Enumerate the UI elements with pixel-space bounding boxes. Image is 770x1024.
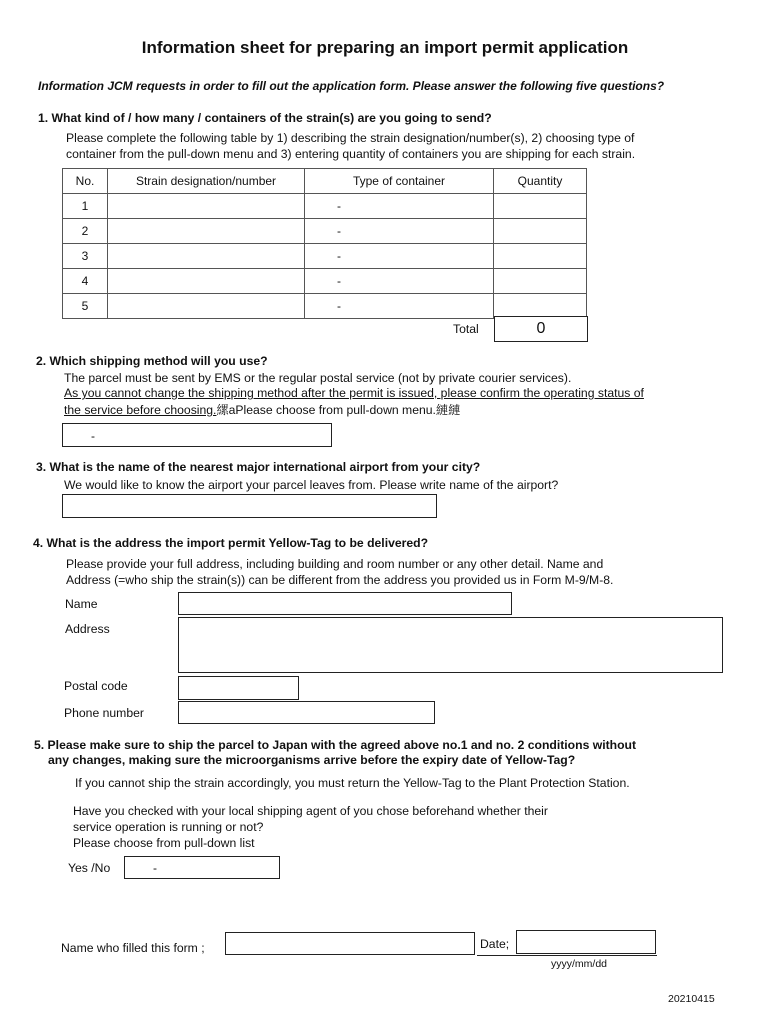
date-divider [477, 955, 657, 956]
q2-text-3-rest: 縲аPlease choose from pull-down menu.縺縺 [216, 403, 461, 417]
yes-no-select[interactable] [124, 856, 280, 879]
yes-no-label: Yes /No [68, 861, 111, 875]
header-quantity: Quantity [494, 169, 587, 194]
total-label: Total [453, 322, 479, 336]
shipping-method-value: - [91, 429, 95, 443]
quantity-input[interactable] [494, 219, 587, 244]
container-type-select[interactable]: - [305, 194, 494, 219]
q5-text-2: Have you checked with your local shipping agent of you chose beforehand whether their [73, 804, 548, 818]
q1-heading: 1. What kind of / how many / containers of the strain(s) are you going to send? [38, 111, 492, 125]
q4-text-1: Please provide your full address, including building and room number or any other detail. Name and [66, 557, 604, 571]
date-format-hint: yyyy/mm/dd [551, 958, 608, 970]
yes-no-value: - [153, 861, 157, 875]
q5-text-1: If you cannot ship the strain accordingly, you must return the Yellow-Tag to the Plant Protection Station. [75, 776, 630, 790]
container-type-select[interactable]: - [305, 219, 494, 244]
name-label: Name [65, 597, 98, 611]
airport-input[interactable] [62, 494, 437, 518]
quantity-input[interactable] [494, 294, 587, 319]
name-input[interactable] [178, 592, 512, 615]
container-type-select[interactable]: - [305, 269, 494, 294]
q3-text: We would like to know the airport your parcel leaves from. Please write name of the airport? [64, 478, 559, 492]
q4-heading: 4. What is the address the import permit Yellow-Tag to be delivered? [33, 536, 429, 550]
phone-number-label: Phone number [64, 706, 144, 720]
page-title: Information sheet for preparing an import permit application [141, 38, 629, 57]
header-designation: Strain designation/number [108, 169, 305, 194]
row-number: 3 [63, 244, 108, 269]
header-no: No. [63, 169, 108, 194]
date-input[interactable] [516, 930, 656, 954]
intro-text: Information JCM requests in order to fill out the application form. Please answer the following five questions? [38, 79, 665, 93]
q5-heading-2: any changes, making sure the microorganisms arrive before the expiry date of Yellow-Tag? [48, 753, 576, 767]
quantity-input[interactable] [494, 194, 587, 219]
q5-text-4: Please choose from pull-down list [73, 836, 255, 850]
header-type: Type of container [305, 169, 494, 194]
address-input[interactable] [178, 617, 723, 673]
strain-designation-input[interactable] [108, 194, 305, 219]
table-header-row [63, 169, 587, 194]
q1-instructions-1: Please complete the following table by 1) describing the strain designation/number(s), 2) choosing type of [66, 131, 635, 145]
q2-heading: 2. Which shipping method will you use? [36, 354, 268, 368]
postal-code-label: Postal code [64, 679, 128, 693]
q4-text-2: Address (=who ship the strain(s)) can be different from the address you provided us in Form M-9/M-8. [66, 573, 614, 587]
table-row [63, 244, 587, 269]
row-number: 5 [63, 294, 108, 319]
table-row [63, 269, 587, 294]
strain-designation-input[interactable] [108, 244, 305, 269]
filled-by-label: Name who filled this form ; [61, 941, 205, 955]
table-row [63, 219, 587, 244]
container-type-select[interactable]: - [305, 294, 494, 319]
postal-code-input[interactable] [178, 676, 299, 700]
table-row [63, 294, 587, 319]
q2-text-1: The parcel must be sent by EMS or the regular postal service (not by private courier services). [64, 371, 572, 385]
filled-by-input[interactable] [225, 932, 475, 955]
q5-text-3: service operation is running or not? [73, 820, 264, 834]
date-label: Date; [480, 937, 510, 951]
q2-text-3-underlined: the service before choosing. [64, 403, 217, 417]
address-label: Address [65, 622, 110, 636]
q3-heading: 3. What is the name of the nearest major international airport from your city? [36, 460, 481, 474]
quantity-input[interactable] [494, 269, 587, 294]
q5-heading-1: 5. Please make sure to ship the parcel to Japan with the agreed above no.1 and no. 2 conditions without [34, 738, 637, 752]
document-code: 20210415 [668, 993, 715, 1005]
strain-table [62, 168, 587, 319]
strain-designation-input[interactable] [108, 269, 305, 294]
container-type-select[interactable]: - [305, 244, 494, 269]
total-quantity-value: 0 [494, 316, 588, 342]
strain-designation-input[interactable] [108, 294, 305, 319]
q1-instructions-2: container from the pull-down menu and 3) entering quantity of containers you are shipping for each strain. [66, 147, 636, 161]
q2-text-3 [64, 401, 460, 418]
quantity-input[interactable] [494, 244, 587, 269]
shipping-method-select[interactable] [62, 423, 332, 447]
phone-number-input[interactable] [178, 701, 435, 724]
row-number: 2 [63, 219, 108, 244]
row-number: 4 [63, 269, 108, 294]
strain-designation-input[interactable] [108, 219, 305, 244]
row-number: 1 [63, 194, 108, 219]
q2-text-2: As you cannot change the shipping method after the permit is issued, please confirm the operating status of [64, 386, 644, 400]
table-row [63, 194, 587, 219]
